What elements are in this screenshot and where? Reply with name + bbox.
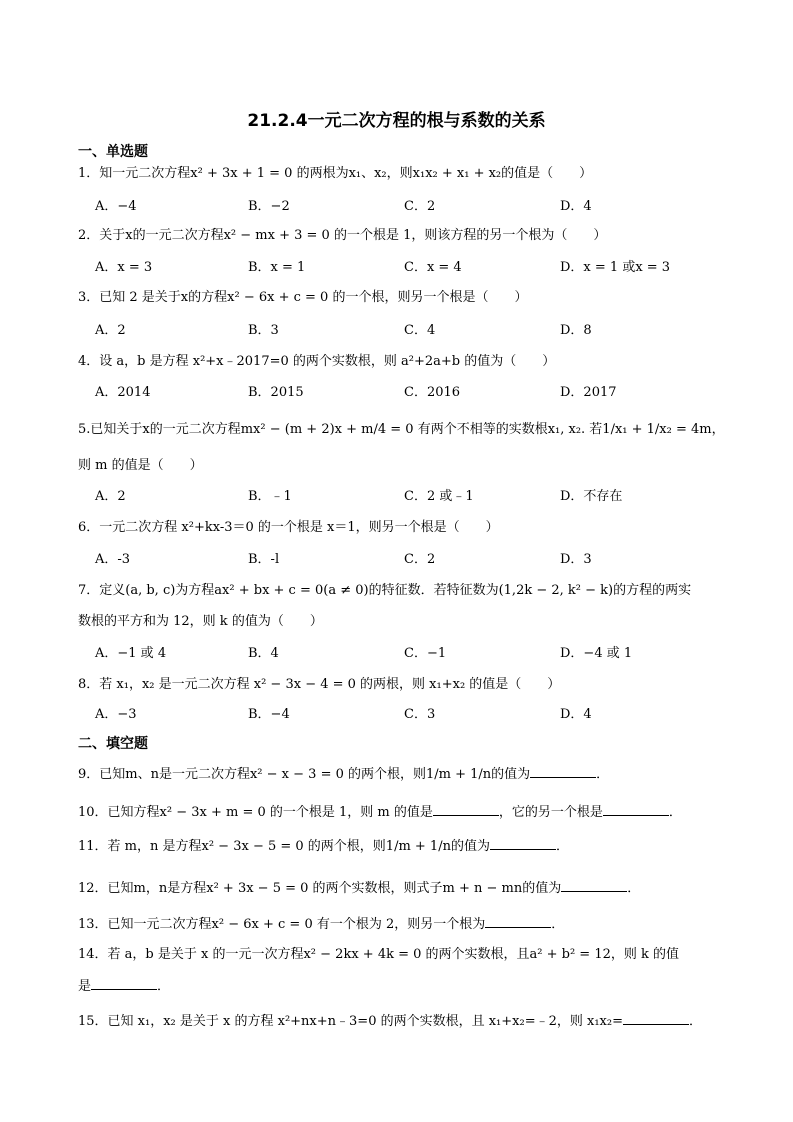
question-13-end: ． — [551, 917, 565, 932]
question-1: 1．知一元二次方程x² + 3x + 1 = 0 的两根为x₁、x₂，则x₁x₂ + x₁ + x₂的值是（ ） — [78, 166, 593, 181]
question-11-text: 11．若 m，n 是方程x² − 3x − 5 = 0 的两个根，则1/m + 1/n的值为 — [78, 839, 490, 854]
question-10-mid: ，它的另一个根是 — [498, 805, 603, 820]
question-10 — [78, 801, 682, 823]
q1-option-c[interactable]: C．2 — [404, 199, 436, 214]
q8-option-b[interactable]: B．−4 — [248, 707, 290, 722]
q3-option-b[interactable]: B．3 — [248, 323, 279, 338]
question-14-line-2 — [78, 975, 170, 997]
answer-blank-10a[interactable] — [433, 801, 499, 816]
q6-option-a[interactable]: A．-3 — [95, 552, 131, 567]
q4-option-d[interactable]: D．2017 — [560, 385, 617, 400]
question-5-line-2: 则 m 的值是（ ） — [78, 458, 203, 473]
question-11 — [78, 835, 569, 857]
question-7-line-2: 数根的平方和为 12，则 k 的值为（ ） — [78, 614, 323, 629]
answer-blank-9[interactable] — [530, 763, 596, 778]
question-3: 3．已知 2 是关于x的方程x² − 6x + c = 0 的一个根，则另一个根是（ ） — [78, 290, 528, 305]
q8-option-a[interactable]: A．−3 — [95, 707, 137, 722]
q6-option-b[interactable]: B．-l — [248, 552, 280, 567]
question-12 — [78, 877, 640, 899]
question-9-text: 9．已知m、n是一元二次方程x² − x − 3 = 0 的两个根，则1/m + 1/n的值为 — [78, 767, 531, 782]
q7-option-c[interactable]: C．−1 — [404, 646, 447, 661]
answer-blank-10b[interactable] — [603, 801, 669, 816]
section-single-choice: 一、单选题 — [78, 144, 148, 160]
q5-option-d[interactable]: D．不存在 — [560, 489, 623, 504]
question-12-end: ． — [627, 881, 641, 896]
question-11-end: ． — [555, 839, 569, 854]
q1-option-a[interactable]: A．−4 — [95, 199, 137, 214]
answer-blank-15[interactable] — [623, 1010, 689, 1025]
q2-option-a[interactable]: A．x = 3 — [95, 260, 153, 275]
question-14: 14．若 a，b 是关于 x 的一元一次方程x² − 2kx + 4k = 0 的两个实数根，且a² + b² = 12，则 k 的值 — [78, 947, 680, 962]
question-14-shi: 是 — [78, 979, 92, 994]
q7-option-a[interactable]: A．−1 或 4 — [95, 646, 167, 661]
question-6: 6．一元二次方程 x²+kx-3＝0 的一个根是 x＝1，则另一个根是（ ） — [78, 520, 499, 535]
question-4: 4．设 a，b 是方程 x²+x﹣2017=0 的两个实数根，则 a²+2a+b 的值为（ ） — [78, 354, 556, 369]
q6-option-d[interactable]: D．3 — [560, 552, 592, 567]
q8-option-d[interactable]: D．4 — [560, 707, 592, 722]
question-12-text: 12．已知m，n是方程x² + 3x − 5 = 0 的两个实数根，则式子m + n − mn的值为 — [78, 881, 562, 896]
question-9-end: ． — [596, 767, 610, 782]
q5-option-a[interactable]: A．2 — [95, 489, 126, 504]
q3-option-a[interactable]: A．2 — [95, 323, 126, 338]
question-8: 8．若 x₁，x₂ 是一元二次方程 x² − 3x − 4 = 0 的两根，则 x₁+x₂ 的值是（ ） — [78, 677, 561, 692]
question-13-text: 13．已知一元二次方程x² − 6x + c = 0 有一个根为 2，则另一个根为 — [78, 917, 486, 932]
page-title: 21.2.4一元二次方程的根与系数的关系 — [247, 111, 546, 131]
question-5: 5.已知关于x的一元二次方程mx² − (m + 2)x + m/4 = 0 有两个不相等的实数根x₁, x₂. 若1/x₁ + 1/x₂ = 4m， — [78, 422, 725, 437]
question-15-end: ． — [688, 1014, 702, 1029]
q1-option-d[interactable]: D．4 — [560, 199, 592, 214]
q2-option-b[interactable]: B．x = 1 — [248, 260, 306, 275]
q5-option-c[interactable]: C．2 或﹣1 — [404, 489, 474, 504]
answer-blank-12[interactable] — [561, 877, 627, 892]
answer-blank-13[interactable] — [485, 913, 551, 928]
q6-option-c[interactable]: C．2 — [404, 552, 436, 567]
answer-blank-14[interactable] — [91, 975, 157, 990]
question-2: 2．关于x的一元二次方程x² − mx + 3 = 0 的一个根是 1，则该方程的另一个根为（ ） — [78, 228, 607, 243]
section-fill-blank: 二、填空题 — [78, 736, 148, 752]
question-9 — [78, 763, 609, 785]
question-15 — [78, 1010, 702, 1032]
question-7: 7．定义(a, b, c)为方程ax² + bx + c = 0(a ≠ 0)的特征数．若特征数为(1,2k − 2, k² − k)的方程的两实 — [78, 583, 692, 598]
answer-blank-11[interactable] — [490, 835, 556, 850]
q4-option-c[interactable]: C．2016 — [404, 385, 461, 400]
q4-option-b[interactable]: B．2015 — [248, 385, 304, 400]
question-13 — [78, 913, 564, 935]
q3-option-c[interactable]: C．4 — [404, 323, 436, 338]
q7-option-d[interactable]: D．−4 或 1 — [560, 646, 633, 661]
q2-option-c[interactable]: C．x = 4 — [404, 260, 462, 275]
q3-option-d[interactable]: D．8 — [560, 323, 592, 338]
question-14-end: ． — [157, 979, 171, 994]
q8-option-c[interactable]: C．3 — [404, 707, 436, 722]
q4-option-a[interactable]: A．2014 — [95, 385, 151, 400]
question-15-text: 15．已知 x₁，x₂ 是关于 x 的方程 x²+nx+n﹣3=0 的两个实数根，且 x₁+x₂=﹣2，则 x₁x₂= — [78, 1014, 623, 1029]
q2-option-d[interactable]: D．x = 1 或x = 3 — [560, 260, 671, 275]
question-10-text: 10．已知方程x² − 3x + m = 0 的一个根是 1，则 m 的值是 — [78, 805, 433, 820]
question-10-end: ． — [668, 805, 682, 820]
q5-option-b[interactable]: B．﹣1 — [248, 489, 292, 504]
q7-option-b[interactable]: B．4 — [248, 646, 279, 661]
q1-option-b[interactable]: B．−2 — [248, 199, 290, 214]
